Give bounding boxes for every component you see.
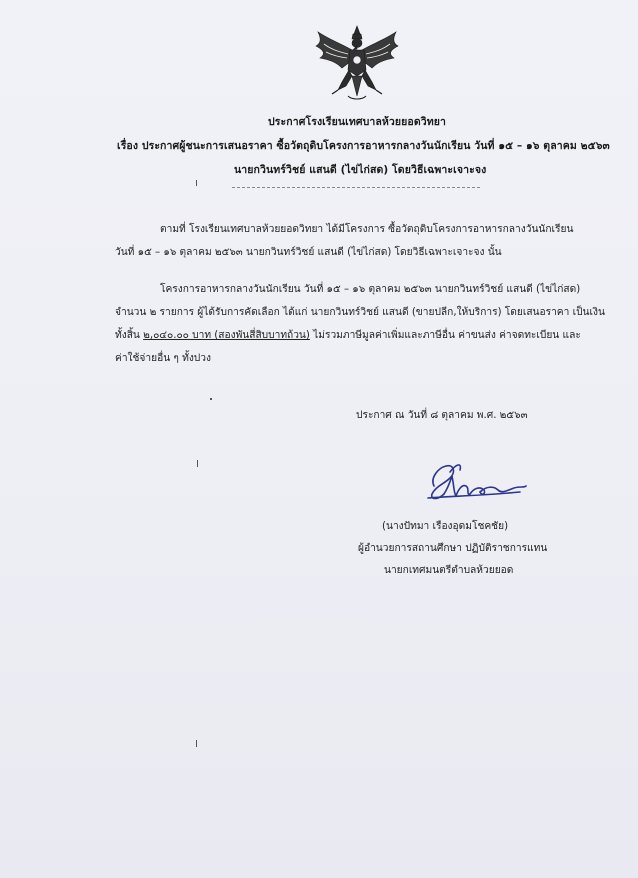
paragraph-2-line-1: โครงการอาหารกลางวันนักเรียน วันที่ ๑๕ – ๑๖ ตุลาคม ๒๕๖๓ นายกวินทร์วิชย์ แสนดี (ไข่ไก่สด)	[160, 284, 581, 295]
scan-speck	[197, 460, 198, 467]
scan-speck	[196, 740, 197, 747]
divider-line	[232, 187, 480, 188]
signature-image	[420, 456, 530, 506]
header-subject: เรื่อง ประกาศผู้ชนะการเสนอราคา ซื้อวัตถุดิบโครงการอาหารกลางวันนักเรียน วันที่ ๑๕ – ๑๖ ตุลาคม ๒๕๖๓	[117, 140, 610, 152]
header-subject-cont: นายกวินทร์วิชย์ แสนดี (ไข่ไก่สด) โดยวิธีเฉพาะเจาะจง	[234, 164, 487, 176]
amount-prefix: ทั้งสิ้น	[115, 330, 144, 341]
paragraph-2-line-2: จำนวน ๒ รายการ ผู้ได้รับการคัดเลือก ได้แก่ นายกวินทร์วิชย์ แสนดี (ขายปลีก,ให้บริการ) โดยเสนอราคา เป็นเงิน	[115, 307, 605, 318]
paragraph-2-line-4: ค่าใช้จ่ายอื่น ๆ ทั้งปวง	[115, 353, 211, 364]
paragraph-1-line-2: วันที่ ๑๕ – ๑๖ ตุลาคม ๒๕๖๓ นายกวินทร์วิชย์ แสนดี (ไข่ไก่สด) โดยวิธีเฉพาะเจาะจง นั้น	[115, 247, 502, 258]
amount-suffix: ไม่รวมภาษีมูลค่าเพิ่มและภาษีอื่น ค่าขนส่ง ค่าจดทะเบียน และ	[309, 330, 581, 341]
paragraph-2-line-3	[115, 327, 581, 343]
amount-value: ๒,๐๔๐.๐๐ บาท (สองพันสี่สิบบาทถ้วน)	[143, 330, 310, 341]
header-title: ประกาศโรงเรียนเทศบาลห้วยยอดวิทยา	[268, 116, 447, 128]
signer-position-2: นายกเทศมนตรีตำบลห้วยยอด	[384, 565, 514, 576]
scan-speck	[210, 398, 212, 400]
announce-date: ประกาศ ณ วันที่ ๘ ตุลาคม พ.ศ. ๒๕๖๓	[356, 410, 528, 421]
signer-position-1: ผู้อำนวยการสถานศึกษา ปฏิบัติราชการแทน	[358, 543, 548, 554]
scan-speck	[196, 180, 197, 186]
garuda-emblem-icon	[312, 24, 402, 104]
signer-name: (นางปัทมา เรืองอุดมโชคชัย)	[382, 521, 509, 532]
paragraph-1-line-1: ตามที่ โรงเรียนเทศบาลห้วยยอดวิทยา ได้มีโครงการ ซื้อวัตถุดิบโครงการอาหารกลางวันนักเรียน	[160, 224, 574, 235]
